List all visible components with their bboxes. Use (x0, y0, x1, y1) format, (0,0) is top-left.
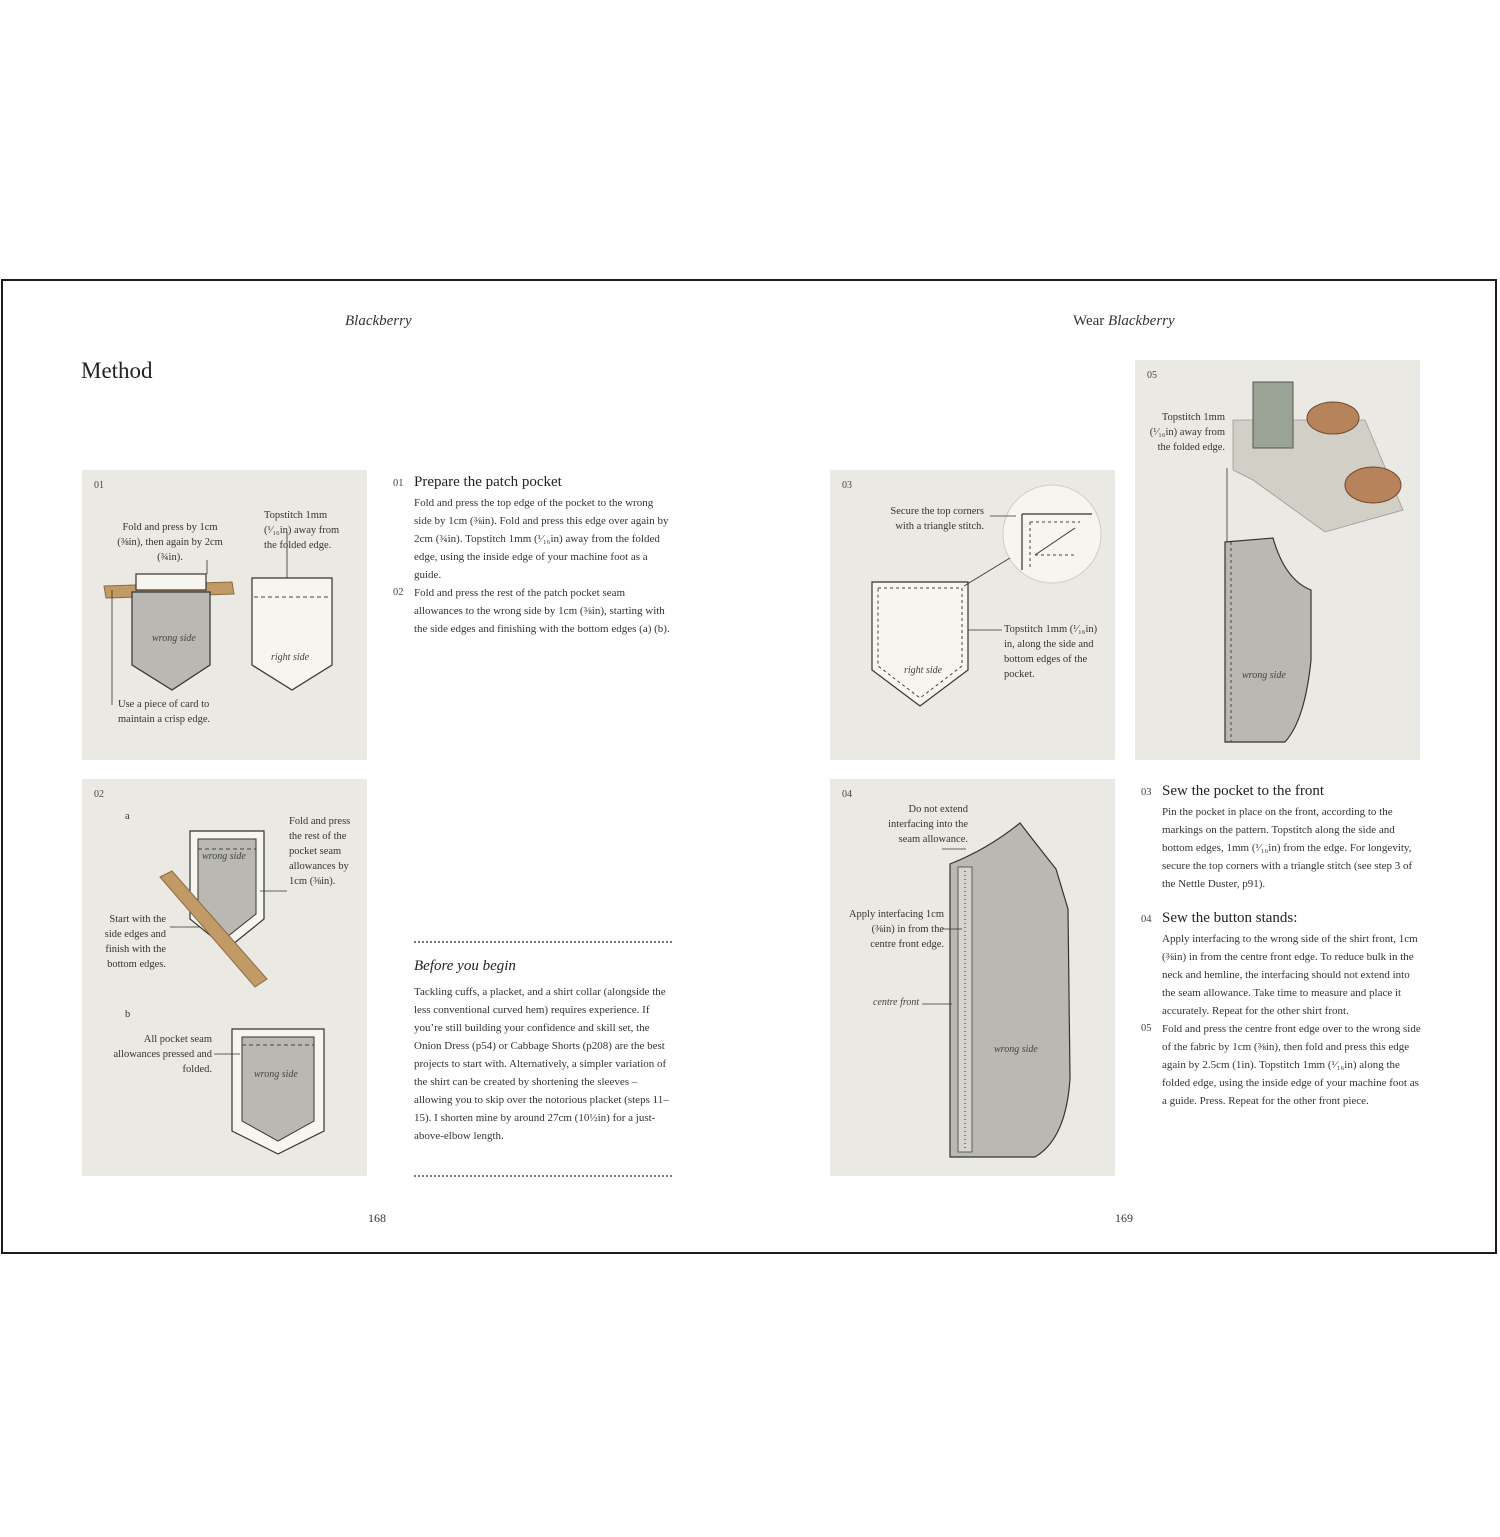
right-running-head (1073, 313, 1175, 330)
aside-title: Before you begin (414, 958, 516, 974)
step-number: 05 (1141, 1023, 1152, 1034)
annotation-fold-rest: Fold and press the rest of the pocket seam allowances by 1cm (⅜in). (289, 816, 351, 887)
illustration-panel-01 (82, 470, 367, 760)
label-right-side: right side (904, 665, 943, 676)
step-title: Sew the pocket to the front (1162, 783, 1325, 799)
illustration-panel-05 (1135, 360, 1420, 760)
annotation-start: Start with the side edges and finish with the bottom edges. (104, 914, 166, 970)
running-head-prefix: Wear (1073, 313, 1105, 329)
illustration-panel-03 (830, 470, 1115, 760)
annotation-extend: Do not extend interfacing into the seam allowance. (888, 804, 968, 845)
left-running-head: Blackberry (345, 313, 412, 329)
label-wrong-side: wrong side (994, 1044, 1038, 1055)
step-number: 03 (1141, 787, 1152, 798)
annotation-topstitch: Topstitch 1mm (¹⁄₁₆in) away from the folded edge. (264, 510, 340, 551)
illustration-panel-02 (82, 779, 367, 1176)
annotation-topstitch: Topstitch 1mm (¹⁄₁₆in) away from the folded edge. (1149, 412, 1225, 453)
annotation-apply: Apply interfacing 1cm (⅜in) in from the centre front edge. (848, 909, 944, 950)
label-wrong-side: wrong side (1242, 670, 1286, 681)
step-title: Sew the button stands: (1162, 910, 1298, 926)
page-heading: Method (81, 358, 153, 383)
label-wrong-side-b: wrong side (254, 1069, 298, 1080)
page-number-right: 169 (1115, 1211, 1133, 1225)
step-body: Fold and press the rest of the patch pocket seam allowances to the wrong side by 1cm (⅜in), starting with the side edges and finishing with the bottom edges (a) (b). (414, 587, 670, 635)
label-centre-front: centre front (873, 997, 920, 1008)
step-number: 02 (393, 587, 404, 598)
label-right-side: right side (271, 652, 310, 663)
panel-number: 04 (842, 789, 852, 800)
panel-number: 02 (94, 789, 104, 800)
aside-body: Tackling cuffs, a placket, and a shirt collar (alongside the less conventional curved hem) requires experience. If you’re still building your confidence and skill set, the Onion Dress (p54) or Cabbage Shorts (p208) are the best projects to start with. Alternatively, a simpler variation of the shirt can be created by shortening the sleeves – allowing you to skip over the notorious placket (steps 11–15). I shorten mine by around 27cm (10½in) for a just-above-elbow length. (414, 986, 669, 1142)
sub-label-a: a (125, 811, 130, 822)
running-head-title: Blackberry (1108, 313, 1175, 329)
annotation-fold: Fold and press by 1cm (⅜in), then again by 2cm (¾in). (117, 522, 223, 563)
panel-number: 03 (842, 480, 852, 491)
book-spread (1, 279, 1497, 1254)
label-wrong-side: wrong side (152, 633, 196, 644)
step-number: 04 (1141, 914, 1152, 925)
illustration-panel-04 (830, 779, 1115, 1176)
panel-number: 05 (1147, 370, 1157, 381)
step-title: Prepare the patch pocket (414, 474, 562, 490)
sub-label-b: b (125, 1009, 131, 1020)
step-body: Fold and press the centre front edge over to the wrong side of the fabric by 1cm (⅜in), then fold and press this edge again by 2.5cm (1in). Topstitch 1mm (¹⁄₁₆in) along the folded edge, using the inside edge of your machine foot as a guide. Press. Repeat for the other front piece. (1162, 1023, 1421, 1107)
annotation-all: All pocket seam allowances pressed and folded. (113, 1034, 212, 1075)
page-number-left: 168 (368, 1211, 386, 1225)
step-body: Fold and press the top edge of the pocket to the wrong side by 1cm (⅜in). Fold and press this edge over again by 2cm (¾in). Topstitch 1mm (¹⁄₁₆in) away from the folded edge, using the inside edge of your machine foot as a guide. (414, 497, 669, 581)
aside-divider-top (414, 941, 672, 943)
aside-divider-bottom (414, 1175, 672, 1177)
annotation-topstitch: Topstitch 1mm (¹⁄₁₆in) in, along the side and bottom edges of the pocket. (1004, 624, 1098, 680)
panel-number: 01 (94, 480, 104, 491)
step-number: 01 (393, 478, 404, 489)
label-wrong-side-a: wrong side (202, 851, 246, 862)
step-body: Apply interfacing to the wrong side of the shirt front, 1cm (⅜in) in from the centre front edge. To reduce bulk in the neck and hemline, the interfacing should not extend into the seam allowance. Take time to measure and place it accurately. Repeat for the other shirt front. (1162, 933, 1418, 1017)
step-body: Pin the pocket in place on the front, according to the markings on the pattern. Topstitch along the side and bottom edges, 1mm (¹⁄₁₆in) from the edge. For longevity, secure the top corners with a triangle stitch (see step 3 of the Nettle Duster, p91). (1162, 806, 1413, 890)
annotation-card: Use a piece of card to maintain a crisp edge. (118, 699, 211, 725)
annotation-secure: Secure the top corners with a triangle stitch. (890, 506, 984, 532)
